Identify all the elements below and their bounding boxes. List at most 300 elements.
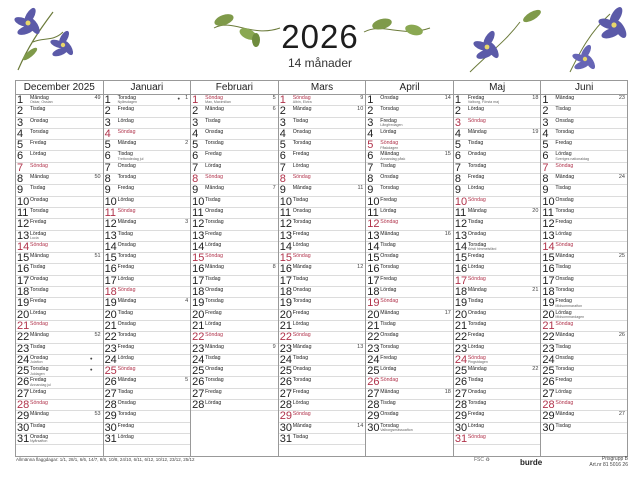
day-row (366, 163, 453, 174)
day-number: 25 (17, 366, 30, 378)
weekday-label: Torsdag (467, 241, 487, 248)
day-number: 10 (104, 196, 117, 208)
day-row (366, 276, 453, 287)
day-row (279, 321, 366, 332)
day-number: 27 (454, 388, 468, 400)
day-row (541, 219, 627, 230)
weekday-label: Torsdag (380, 343, 399, 350)
weekday-label: Torsdag (292, 377, 312, 384)
day-row (279, 310, 366, 321)
day-number: 31 (279, 433, 292, 445)
day-number: 10 (367, 196, 380, 208)
day-number: 18 (542, 287, 555, 299)
day-number: 4 (542, 128, 549, 140)
day-row (104, 389, 191, 400)
weekday-label: Måndag (467, 366, 487, 373)
weekday-label: Lördag (467, 422, 484, 429)
month-column (540, 81, 628, 456)
day-number: 10 (279, 196, 292, 208)
weekday-label: Fredag (205, 151, 222, 158)
month-header: Mars (279, 81, 366, 95)
weekday-label: Onsdag (205, 366, 224, 373)
weekday-label: Tisdag (467, 140, 484, 147)
weekday-label: Lördag (467, 106, 484, 113)
day-row (541, 242, 627, 253)
day-row (104, 377, 191, 388)
weekday-label: Torsdag (292, 140, 312, 147)
day-row (366, 423, 453, 434)
day-number: 28 (17, 400, 30, 412)
weekday-label: Söndag (117, 207, 136, 214)
day-number: 13 (454, 230, 468, 242)
day-row (104, 231, 191, 242)
weekday-label: Söndag (30, 400, 48, 407)
day-row (279, 332, 366, 343)
day-row (366, 411, 453, 422)
day-number: 23 (542, 343, 555, 355)
weekday-label: Fredag (467, 174, 485, 181)
day-number: 29 (542, 411, 555, 423)
day-row (454, 242, 541, 253)
week-number: 17 (444, 309, 451, 316)
day-row (279, 264, 366, 275)
day-row (541, 95, 627, 106)
weekday-label: Tisdag (205, 196, 221, 203)
day-number: 13 (542, 230, 555, 242)
day-row (366, 298, 453, 309)
day-number: 10 (192, 196, 205, 208)
holiday-name: Påskdagen (380, 145, 399, 150)
day-number: 12 (454, 219, 468, 231)
weekday-label: Tisdag (292, 433, 309, 440)
day-number: 5 (192, 140, 199, 152)
weekday-label: Tisdag (30, 343, 46, 350)
day-number: 26 (279, 377, 292, 389)
day-row (541, 197, 627, 208)
day-row (366, 140, 453, 151)
weekday-label: Måndag (30, 411, 49, 418)
day-row (279, 344, 366, 355)
holiday-name: Annandag jul (30, 382, 51, 387)
weekday-label: Söndag (292, 332, 311, 339)
weekday-label: Söndag (292, 95, 311, 101)
day-row (541, 423, 627, 434)
day-number: 11 (279, 207, 292, 219)
day-number: 23 (192, 343, 205, 355)
day-row (279, 185, 366, 196)
week-number: 10 (357, 106, 364, 113)
weekday-label: Lördag (380, 128, 397, 135)
day-row (191, 151, 278, 162)
weekday-label: Torsdag (117, 95, 137, 101)
day-number: 29 (279, 411, 292, 423)
day-number: 17 (454, 275, 468, 287)
day-number: 3 (192, 117, 199, 129)
weekday-label: Måndag (555, 332, 575, 339)
day-row (279, 389, 366, 400)
day-row (454, 208, 541, 219)
day-number: 7 (454, 162, 461, 174)
week-number: 8 (272, 264, 276, 271)
month-column (278, 81, 366, 456)
day-row (191, 400, 278, 411)
day-row (454, 140, 541, 151)
day-row (16, 242, 103, 253)
day-number: 19 (279, 298, 292, 310)
day-number: 27 (104, 388, 117, 400)
day-number: 11 (367, 207, 379, 219)
day-row (16, 298, 103, 309)
day-number: 11 (192, 207, 204, 219)
article-number: Art.nr 81 5016 26 (589, 462, 628, 468)
day-number: 2 (454, 106, 461, 118)
day-number: 6 (104, 151, 111, 163)
weekday-label: Lördag (555, 309, 572, 316)
holiday-name: Midsommardagen (555, 315, 585, 320)
weekday-label: Lördag (30, 309, 47, 316)
day-number: 17 (367, 275, 380, 287)
day-number: 5 (367, 140, 374, 152)
week-number: 21 (532, 287, 539, 294)
weekday-label: Söndag (467, 354, 486, 361)
day-number: 29 (104, 411, 117, 423)
weekday-label: Torsdag (117, 253, 137, 260)
day-number: 1 (279, 95, 286, 106)
day-number: 16 (454, 264, 468, 276)
weekday-label: Söndag (380, 219, 399, 226)
weekday-label: Tisdag (30, 106, 46, 113)
day-row (191, 389, 278, 400)
day-number: 5 (17, 140, 24, 152)
day-row (16, 231, 103, 242)
day-row (454, 197, 541, 208)
day-row (366, 185, 453, 196)
day-number: 3 (17, 117, 24, 129)
weekday-label: Lördag (205, 320, 222, 327)
day-row (366, 219, 453, 230)
holiday-name: Nyårsafton (30, 439, 48, 444)
day-number: 14 (542, 241, 555, 253)
day-row (191, 118, 278, 129)
weekday-label: Söndag (30, 241, 48, 248)
weekday-label: Måndag (30, 332, 49, 339)
weekday-label: Måndag (292, 264, 312, 271)
day-number: 28 (192, 400, 205, 412)
day-row (279, 151, 366, 162)
weekday-label: Lördag (292, 241, 309, 248)
day-row (279, 106, 366, 117)
month-header: Juni (541, 81, 627, 95)
weekday-label: Söndag (380, 377, 399, 384)
day-number: 19 (104, 298, 117, 310)
day-number: 13 (367, 230, 380, 242)
month-grid (15, 80, 628, 457)
day-row (541, 321, 627, 332)
weekday-label: Söndag (555, 400, 574, 407)
month-header: December 2025 (16, 81, 103, 95)
day-number: 20 (104, 309, 117, 321)
day-number: 8 (542, 174, 549, 186)
weekday-label: Tisdag (117, 230, 133, 237)
day-row (16, 411, 103, 422)
holiday-name: Max, Maximilian (205, 100, 231, 105)
day-number: 27 (279, 388, 292, 400)
weekday-label: Tisdag (467, 377, 484, 384)
day-number: 30 (367, 422, 380, 434)
weekday-label: Tisdag (117, 388, 133, 395)
week-number: 20 (532, 207, 539, 214)
day-row (104, 434, 191, 445)
day-number: 25 (279, 366, 292, 378)
weekday-label: Fredag (555, 140, 572, 147)
weekday-label: Tisdag (292, 354, 309, 361)
day-number: 27 (367, 388, 380, 400)
moon-phase-icon: ● (89, 367, 93, 373)
day-row (191, 185, 278, 196)
weekday-label: Lördag (292, 400, 309, 407)
day-row (191, 219, 278, 230)
day-number: 2 (367, 106, 374, 118)
day-row (541, 129, 627, 140)
day-row (16, 310, 103, 321)
day-number: 17 (104, 275, 117, 287)
weekday-label: Tisdag (117, 151, 133, 158)
holiday-name: Nyårsdagen (117, 100, 137, 105)
weekday-label: Måndag (555, 95, 575, 101)
day-row (16, 253, 103, 264)
day-number: 3 (279, 117, 286, 129)
week-number: 27 (618, 411, 625, 418)
weekday-label: Fredag (30, 298, 47, 305)
day-number: 4 (279, 128, 286, 140)
day-row (279, 174, 366, 185)
day-number: 3 (104, 117, 111, 129)
day-row (454, 174, 541, 185)
weekday-label: Fredag (380, 275, 397, 282)
day-row (541, 185, 627, 196)
weekday-label: Måndag (467, 287, 487, 294)
weekday-label: Onsdag (205, 207, 224, 214)
day-number: 3 (542, 117, 549, 129)
flag-days-note: Allmänna flaggdagar: 1/1, 28/1, 6/6, 14/7, 8/8, 10/8, 24/10, 6/11, 6/12, 10/12, 23/12, 25/12 (16, 457, 195, 462)
day-number: 15 (192, 253, 205, 265)
day-row (16, 118, 103, 129)
day-number: 17 (542, 275, 555, 287)
weekday-label: Måndag (555, 253, 575, 260)
weekday-label: Torsdag (555, 287, 574, 294)
day-row (104, 253, 191, 264)
weekday-label: Fredag (467, 411, 485, 418)
certification-logos: FSC ♻ (474, 457, 490, 463)
day-number: 21 (454, 320, 468, 332)
day-row (454, 400, 541, 411)
day-row (366, 321, 453, 332)
weekday-label: Lördag (205, 400, 222, 407)
day-row (16, 208, 103, 219)
day-row (104, 129, 191, 140)
weekday-label: Torsdag (292, 298, 312, 305)
day-row (454, 321, 541, 332)
day-row (104, 163, 191, 174)
day-row (104, 276, 191, 287)
day-row (104, 197, 191, 208)
day-number: 2 (104, 106, 111, 118)
day-number: 20 (367, 309, 380, 321)
day-number: 18 (367, 287, 380, 299)
day-number: 2 (192, 106, 199, 118)
weekday-label: Onsdag (467, 230, 487, 237)
day-row (279, 140, 366, 151)
day-number: 11 (17, 207, 29, 219)
day-number: 21 (17, 320, 30, 332)
day-number: 30 (17, 422, 30, 434)
day-row (16, 276, 103, 287)
day-row (104, 332, 191, 343)
weekday-label: Torsdag (117, 332, 137, 339)
day-number: 7 (367, 162, 374, 174)
product-info (570, 456, 628, 468)
weekday-label: Tisdag (380, 400, 396, 407)
day-row (454, 185, 541, 196)
day-row (454, 95, 541, 106)
day-number: 1 (367, 95, 374, 106)
day-number: 24 (367, 354, 380, 366)
weekday-label: Söndag (555, 241, 574, 248)
day-number: 20 (454, 309, 468, 321)
day-row (366, 264, 453, 275)
weekday-label: Lördag (117, 117, 134, 124)
weekday-label: Onsdag (30, 433, 49, 440)
week-number: 9 (360, 95, 364, 101)
weekday-label: Lördag (205, 241, 222, 248)
day-number: 18 (192, 287, 205, 299)
holiday-name: Valborgsmässoafton (380, 428, 413, 432)
weekday-label: Onsdag (292, 366, 311, 373)
day-row (191, 163, 278, 174)
day-number: 16 (279, 264, 292, 276)
day-row (454, 389, 541, 400)
day-row (279, 129, 366, 140)
weekday-label: Söndag (555, 320, 574, 327)
weekday-label: Måndag (380, 309, 400, 316)
day-row (454, 287, 541, 298)
weekday-label: Lördag (117, 433, 134, 440)
day-number: 19 (192, 298, 205, 310)
day-row (541, 287, 627, 298)
day-number: 19 (17, 298, 30, 310)
day-row (366, 366, 453, 377)
weekday-label: Fredag (467, 253, 485, 260)
day-number: 12 (367, 219, 380, 231)
day-number: 30 (454, 422, 468, 434)
day-number: 20 (542, 309, 555, 321)
day-number: 11 (104, 207, 116, 219)
day-row (454, 344, 541, 355)
weekday-label: Torsdag (467, 320, 487, 327)
week-number: 1 (185, 95, 189, 101)
weekday-label: Fredag (555, 377, 572, 384)
day-row (279, 298, 366, 309)
day-number: 2 (542, 106, 549, 118)
weekday-label: Torsdag (555, 207, 574, 214)
weekday-label: Fredag (117, 422, 134, 429)
weekday-label: Torsdag (30, 128, 49, 135)
day-row (454, 219, 541, 230)
day-row (191, 366, 278, 377)
weekday-label: Måndag (292, 185, 312, 192)
weekday-label: Lördag (117, 196, 134, 203)
day-row (454, 253, 541, 264)
day-number: 13 (192, 230, 205, 242)
day-row (279, 355, 366, 366)
week-number: 50 (94, 174, 101, 181)
month-header: Januari (104, 81, 191, 95)
weekday-label: Söndag (117, 128, 136, 135)
weekday-label: Onsdag (555, 354, 574, 361)
day-row (16, 163, 103, 174)
day-number: 9 (454, 185, 461, 197)
weekday-label: Söndag (30, 162, 48, 169)
day-row (279, 366, 366, 377)
day-number: 27 (17, 388, 30, 400)
day-number: 15 (367, 253, 380, 265)
weekday-label: Torsdag (30, 207, 49, 214)
day-row (104, 355, 191, 366)
day-row (366, 400, 453, 411)
day-row (279, 400, 366, 411)
day-row (16, 151, 103, 162)
day-number: 20 (17, 309, 30, 321)
weekday-label: Måndag (117, 298, 137, 305)
weekday-label: Måndag (205, 343, 224, 350)
day-number: 19 (454, 298, 468, 310)
day-row (16, 434, 103, 445)
weekday-label: Tisdag (555, 106, 571, 113)
day-number: 23 (17, 343, 30, 355)
weekday-label: Tisdag (380, 162, 396, 169)
brand-logo: burde (520, 458, 543, 467)
day-row (454, 332, 541, 343)
day-row (191, 264, 278, 275)
day-row (366, 377, 453, 388)
week-number: 2 (185, 140, 189, 147)
weekday-label: Lördag (30, 151, 47, 158)
day-number: 31 (17, 433, 30, 445)
day-number: 1 (104, 95, 111, 106)
day-number: 7 (279, 162, 286, 174)
day-number: 4 (192, 128, 199, 140)
day-number: 30 (279, 422, 292, 434)
weekday-label: Fredag (30, 140, 47, 147)
weekday-label: Onsdag (467, 151, 487, 158)
day-number: 7 (192, 162, 199, 174)
weekday-label: Torsdag (205, 377, 224, 384)
weekday-label: Måndag (30, 174, 49, 181)
day-row (279, 423, 366, 434)
day-number: 25 (367, 366, 380, 378)
day-number: 10 (17, 196, 30, 208)
day-number: 6 (17, 151, 24, 163)
day-row (16, 185, 103, 196)
weekday-label: Fredag (205, 309, 222, 316)
day-row (104, 174, 191, 185)
day-row (454, 118, 541, 129)
week-number: 26 (618, 332, 625, 339)
day-row (541, 174, 627, 185)
day-row (104, 366, 191, 377)
day-number: 25 (454, 366, 468, 378)
day-row (454, 310, 541, 321)
